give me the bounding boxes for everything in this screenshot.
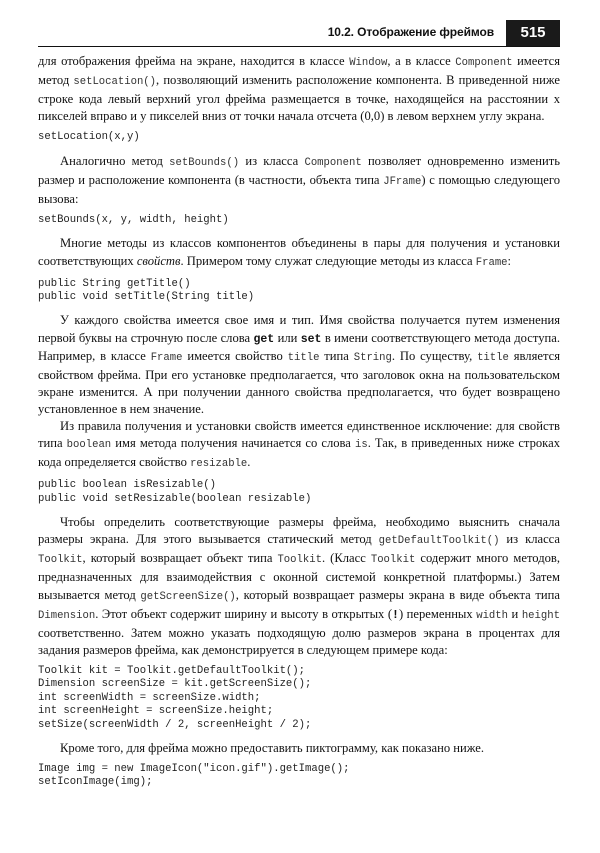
code-block-title: public String getTitle() public void setTitle(String title) bbox=[38, 277, 255, 304]
section-title: 10.2. Отображение фреймов bbox=[327, 25, 494, 39]
paragraph-setbounds: Аналогично метод setBounds() из класса Component позволяет одновременно изменить размер и расположение компонента (в частности, объекта типа JFrame) с помощью следующего вызова: bbox=[38, 153, 560, 206]
running-header bbox=[38, 22, 560, 47]
code-block-resizable: public boolean isResizable() public void setResizable(boolean resizable) bbox=[38, 479, 312, 505]
code-block-toolkit: Toolkit kit = Toolkit.getDefaultToolkit(); Dimension screenSize = kit.getScreenSize(); int screenWidth = screenSize.width; int screenHeight = screenSize.height; setSize(screenWidth / 2, screenHeight / 2); bbox=[38, 664, 312, 731]
paragraph-icon: Кроме того, для фрейма можно предоставить пиктограмму, как показано ниже. bbox=[60, 740, 485, 755]
page-number: 515 bbox=[506, 20, 560, 46]
code-block-setlocation: setLocation(x,y) bbox=[38, 131, 140, 144]
code-block-setbounds: setBounds(x, y, width, height) bbox=[38, 214, 229, 227]
paragraph-property-name: У каждого свойства имеется свое имя и тип. Имя свойства получается путем изменения первой буквы на строчную после слова get или set в имени соответствующего метода доступа. Например, в классе Frame имеется свойство title типа String. По существу, title является свойством фрейма. При его установке предполагается, что заголовок окна на пользовательском экране изменится. А при получении данного свойства предполагается, что будет возвращено установленное в нем значение. bbox=[38, 313, 560, 416]
paragraph-properties: Многие методы из классов компонентов объединены в пары для получения и установки соответствующих свойств. Примером тому служат следующие методы из класса Frame: bbox=[38, 236, 560, 269]
paragraph-screen-size: Чтобы определить соответствующие размеры фрейма, необходимо выяснить сначала размеры экрана. Для этого вызывается статический метод getDefaultToolkit() из класса Toolkit, который возвращает объект типа Toolkit. (Класс Toolkit содержит много методов, предназначенных для взаимодействия с оконной системой конкретной платформы.) Затем вызывается метод getScreenSize(), который возвращает размеры экрана в виде объекта типа Dimension. Этот объект содержит ширину и высоту в открытых (!) переменных width и height соответственно. Затем можно указать подходящую долю размеров экрана в процентах для задания размеров фрейма, как демонстрируется в следующем примере кода: bbox=[38, 515, 561, 657]
page-content bbox=[38, 53, 560, 798]
paragraph-boolean-exception: Из правила получения и установки свойств имеется единственное исключение: для свойств типа boolean имя метода получения начинается со слова is. Так, в приведенных ниже строках кода определяется свойство resizable. bbox=[38, 419, 560, 471]
paragraph-location: для отображения фрейма на экране, находится в классе Window, а в классе Component имеется метод setLocation(), позволяющий изменить расположение компонента. В приведенной ниже строке кода левый верхний угол фрейма размещается в точке, находящейся на расстоянии x пикселей вправо и y пикселей вниз от точки начала отсчета (0,0) в левом верхнем углу экрана. bbox=[38, 54, 560, 124]
code-block-icon: Image img = new ImageIcon("icon.gif").getImage(); setIconImage(img); bbox=[38, 763, 350, 789]
